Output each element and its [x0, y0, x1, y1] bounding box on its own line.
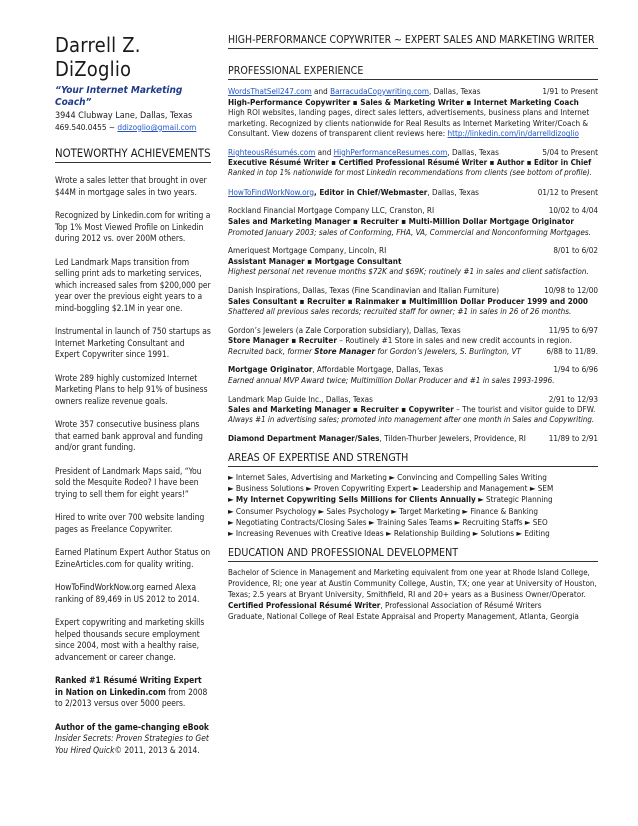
job-entry — [228, 245, 598, 277]
job-role: Diamond Department Manager/Sales — [228, 433, 380, 444]
job-header — [228, 147, 598, 158]
company-link[interactable]: RighteousRésumés.com — [228, 146, 316, 157]
education-line — [228, 600, 598, 611]
skill-arrow: ► — [228, 494, 236, 505]
contact-line — [55, 122, 211, 133]
job-note: Shattered all previous sales records; recruited staff for owner; #1 in sales in 26 of 26 months. — [228, 306, 572, 317]
job-dates: 5/04 to Present — [542, 146, 598, 157]
company-link[interactable]: WordsThatSell247.com — [228, 86, 312, 96]
job-description: marketing. Recognized by clients nationwide for Real Results as Internet Marketing Writer/Coach & — [228, 117, 589, 128]
company-link[interactable]: BarracudaCopywriting.com — [330, 86, 429, 96]
job-role: Assistant Manager ▪ Mortgage Consultant — [228, 255, 402, 266]
address: 3944 Clubway Lane, Dallas, Texas — [55, 111, 193, 121]
job-role: Sales and Marketing Manager ▪ Recruiter ▪ Multi-Million Dollar Mortgage Originator — [228, 215, 574, 226]
job-company — [228, 433, 526, 444]
job-role: Mortgage Originator — [228, 364, 313, 375]
company-name: , Tilden-Thurber Jewelers, Providence, RI — [379, 433, 526, 444]
right-column — [228, 33, 598, 622]
linkedin-link[interactable]: http://linkedin.com/in/darrelldizoglio — [447, 128, 579, 139]
achievement-item: Wrote 289 highly customized Internet Marketing Plans to help 91% of business owners realize revenue goals. — [55, 372, 208, 406]
author-rest: © 2011, 2013 & 2014. — [114, 744, 200, 755]
job-description — [228, 128, 598, 139]
achievement-item: President of Landmark Maps said, “You sold the Mesquite Rodeo? I have been trying to sell them for eight years!” — [55, 465, 202, 499]
author-italic: Insider Secrets: Proven Strategies to Get You Hired Quick — [55, 733, 209, 755]
phone: 469.540.0455 ~ — [55, 122, 118, 132]
achievement-item: Hired to write over 700 website landing pages as Freelance Copywriter. — [55, 512, 205, 534]
skill-bold: My Internet Copywriting Sells Millions for Clients Annually — [235, 494, 476, 505]
job-dates: 2/91 to 12/93 — [548, 393, 598, 404]
job-company — [228, 187, 479, 198]
author-bold: Author of the game-changing eBook — [55, 721, 209, 732]
job-entry — [228, 433, 598, 444]
job-header — [228, 245, 598, 256]
job-note-dates: 6/88 to 11/89. — [546, 345, 598, 356]
job-role: , Editor in Chief/Webmaster — [314, 186, 428, 197]
job-role — [228, 335, 598, 346]
achievement-item: Led Landmark Maps transition from selling print ads to marketing services, which increased sales from $200,000 per year over the previous eight years to a mind-boggling $2.1M in year one. — [55, 256, 211, 313]
achievements-heading: NOTEWORTHY ACHIEVEMENTS — [55, 147, 211, 163]
job-note-text — [228, 346, 521, 357]
achievement-item: Recognized by Linkedin.com for writing a Top 1% Most Viewed Profile on Linkedin during 2012 vs. over 200M others. — [55, 210, 211, 243]
skills-line: ► Negotiating Contracts/Closing Sales ► Training Sales Teams ► Recruiting Staffs ► SEO — [228, 516, 548, 527]
job-company: Landmark Map Guide Inc., Dallas, Texas — [228, 393, 373, 404]
conjunction: and — [315, 146, 334, 157]
job-entry — [228, 364, 598, 385]
company-name: , Affordable Mortgage, Dallas, Texas — [312, 364, 444, 375]
achievement-item: Instrumental in launch of 750 startups as Internet Marketing Consultant and Expert Copywriter since 1991. — [55, 326, 211, 359]
education-block — [228, 567, 598, 622]
achievement-item: Expert copywriting and marketing skills helped thousands secure employment since 2004, most with a healthy raise, advancement or career change. — [55, 617, 205, 662]
job-dates: 01/12 to Present — [537, 186, 598, 197]
job-header — [228, 205, 598, 216]
job-company — [228, 147, 499, 158]
job-role-rest: – Routinely #1 Store in sales and new credit accounts in region. — [336, 335, 572, 346]
job-note — [228, 346, 598, 357]
job-dates: 11/95 to 6/97 — [548, 324, 598, 335]
job-role: High-Performance Copywriter ▪ Sales & Marketing Writer ▪ Internet Marketing Coach — [228, 96, 579, 107]
job-header — [228, 364, 598, 375]
job-company — [228, 364, 443, 375]
job-location: , Dallas, Texas — [428, 86, 481, 96]
job-role: Sales Consultant ▪ Recruiter ▪ Rainmaker ▪ Multimillion Dollar Producer 1999 and 2000 — [228, 295, 588, 306]
job-dates: 11/89 to 2/91 — [548, 433, 598, 444]
job-header — [228, 86, 598, 97]
job-entry — [228, 325, 598, 357]
skills-line: ► Consumer Psychology ► Sales Psychology ► Target Marketing ► Finance & Banking — [228, 505, 538, 516]
company-link[interactable]: HighPerformanceResumes.com — [333, 146, 448, 157]
job-header — [228, 187, 598, 198]
job-company: Danish Inspirations, Dallas, Texas (Fine Scandinavian and Italian Furniture) — [228, 284, 500, 295]
skill-rest: ► Strategic Planning — [475, 494, 553, 505]
ranked-bold: Ranked #1 Résumé Writing Expert in Nation on Linkedin.com — [55, 675, 202, 697]
education-line: Providence, RI; one year at Austin Community College, Austin, TX; one year at University of Houston, — [228, 578, 597, 589]
certification: Certified Professional Résumé Writer — [228, 600, 381, 611]
job-description-text: Consultant. View dozens of transparent client reviews here: — [228, 128, 448, 139]
job-company: Ameriquest Mortgage Company, Lincoln, RI — [228, 245, 387, 256]
job-role: Executive Résumé Writer ▪ Certified Professional Résumé Writer ▪ Author ▪ Editor in Chief — [228, 157, 592, 167]
job-note: Promoted January 2003; sales of Conforming, FHA, VA, Commercial and Nonconforming Mortgages. — [228, 226, 591, 237]
job-note: Always #1 in advertising sales; promoted into management after one month in Sales and Copywriting. — [228, 414, 595, 424]
skills-line: ► Internet Sales, Advertising and Marketing ► Convincing and Compelling Sales Writing — [228, 472, 547, 483]
job-note: Earned annual MVP Award twice; Multimillion Dollar Producer and #1 in sales 1993-1996. — [228, 375, 555, 386]
education-heading: EDUCATION AND PROFESSIONAL DEVELOPMENT — [228, 547, 598, 562]
job-header — [228, 394, 598, 405]
job-entry — [228, 205, 598, 237]
job-dates: 8/01 to 6/02 — [553, 245, 598, 256]
skills-line — [228, 494, 598, 505]
note-part: for Gordon’s Jewelers, S. Burlington, VT — [375, 345, 521, 356]
job-location: , Dallas, Texas — [447, 146, 499, 157]
education-line: Bachelor of Science in Management and Marketing equivalent from one year at Rhode Island College, — [228, 568, 590, 578]
skills-list — [228, 472, 598, 539]
certification-issuer: , Professional Association of Résumé Writers — [380, 600, 542, 611]
job-entry — [228, 394, 598, 426]
achievement-author — [55, 722, 211, 757]
job-header — [228, 433, 598, 444]
company-link[interactable]: HowToFindWorkNow.org — [228, 186, 315, 197]
job-note: Ranked in top 1% nationwide for most Linkedin recommendations from clients (see bottom of profile). — [228, 168, 592, 178]
education-line: Graduate, National College of Real Estate Appraisal and Property Management, Atlanta, Georgia — [228, 611, 579, 622]
job-entry — [228, 187, 598, 198]
job-header — [228, 325, 598, 336]
left-column — [55, 33, 211, 756]
job-header — [228, 285, 598, 296]
achievement-item: Wrote a sales letter that brought in over $44M in mortgage sales in two years. — [55, 175, 207, 197]
tagline: “Your Internet Marketing Coach” — [55, 85, 183, 108]
job-company: Gordon’s Jewelers (a Zale Corporation subsidiary), Dallas, Texas — [228, 324, 461, 335]
job-role — [228, 404, 598, 415]
achievement-item: HowToFindWorkNow.org earned Alexa ranking of 89,469 in US 2012 to 2014. — [55, 582, 200, 604]
skills-line: ► Increasing Revenues with Creative Ideas ► Relationship Building ► Solutions ► Editing — [228, 528, 550, 539]
job-entry — [228, 285, 598, 317]
candidate-name: Darrell Z. DiZoglio — [55, 33, 141, 81]
email-link[interactable]: ddizoglio@gmail.com — [117, 122, 197, 132]
education-line: Texas; 2.5 years at Bryant University, Smithfield, RI and 20+ years as a Business Owner/Operator. — [228, 589, 586, 600]
skills-line: ► Business Solutions ► Proven Copywriting Expert ► Leadership and Management ► SEM — [228, 483, 554, 494]
job-entry — [228, 86, 598, 139]
achievement-item: Wrote 357 consecutive business plans that earned bank approval and funding and/or grant funding. — [55, 419, 203, 452]
job-role-bold: Store Manager ▪ Recruiter — [228, 335, 337, 346]
job-dates: 10/02 to 4/04 — [548, 205, 598, 216]
note-part-bold: Store Manager — [314, 345, 376, 356]
job-role-bold: Sales and Marketing Manager ▪ Recruiter ▪ Copywriter — [228, 404, 454, 415]
job-description: High ROI websites, landing pages, direct sales letters, advertisements, business plans and Internet — [228, 107, 590, 118]
job-entry — [228, 147, 598, 179]
experience-heading: PROFESSIONAL EXPERIENCE — [228, 65, 598, 80]
resume-title: HIGH-PERFORMANCE COPYWRITER ~ EXPERT SALES AND MARKETING WRITER — [228, 33, 598, 49]
job-location: , Dallas, Texas — [427, 186, 479, 197]
achievement-item: Earned Platinum Expert Author Status on EzineArticles.com for quality writing. — [55, 547, 211, 569]
job-company — [228, 86, 481, 97]
job-dates: 10/98 to 12/00 — [544, 284, 598, 295]
job-dates: 1/91 to Present — [542, 86, 598, 96]
job-note: Highest personal net revenue months $72K and $69K; routinely #1 in sales and client satisfaction. — [228, 266, 589, 277]
ranked-rest: from 2008 to 2/2013 versus over 5000 peers. — [55, 686, 208, 708]
note-part: Recruited back, former — [228, 345, 315, 356]
conjunction: and — [311, 86, 331, 96]
job-role-rest: – The tourist and visitor guide to DFW. — [453, 404, 596, 415]
achievement-ranked — [55, 675, 211, 710]
job-dates: 1/94 to 6/96 — [553, 364, 598, 375]
skills-heading: AREAS OF EXPERTISE AND STRENGTH — [228, 452, 598, 467]
job-company: Rockland Financial Mortgage Company LLC, Cranston, RI — [228, 205, 435, 216]
